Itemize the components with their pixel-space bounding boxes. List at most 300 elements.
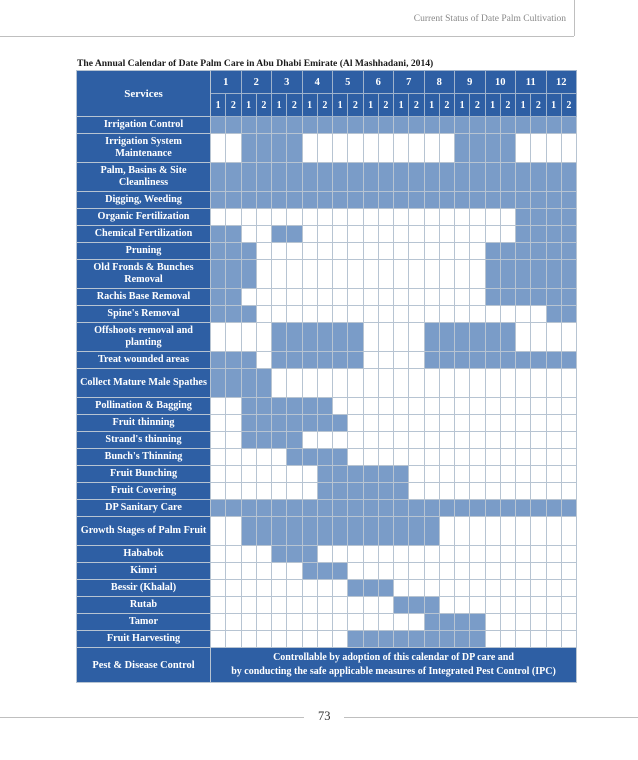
inactive-period-cell <box>516 306 531 323</box>
active-period-cell <box>287 517 302 546</box>
inactive-period-cell <box>455 226 470 243</box>
half-month-header: 1 <box>424 94 439 117</box>
service-label: Tamor <box>77 614 211 631</box>
active-period-cell <box>317 466 332 483</box>
inactive-period-cell <box>302 580 317 597</box>
inactive-period-cell <box>394 580 409 597</box>
active-period-cell <box>287 323 302 352</box>
inactive-period-cell <box>500 398 515 415</box>
inactive-period-cell <box>455 432 470 449</box>
inactive-period-cell <box>424 466 439 483</box>
inactive-period-cell <box>363 398 378 415</box>
active-period-cell <box>561 163 576 192</box>
active-period-cell <box>302 517 317 546</box>
inactive-period-cell <box>363 289 378 306</box>
half-month-header: 2 <box>378 94 393 117</box>
service-label: Irrigation Control <box>77 117 211 134</box>
active-period-cell <box>485 323 500 352</box>
inactive-period-cell <box>211 614 226 631</box>
inactive-period-cell <box>211 546 226 563</box>
active-period-cell <box>272 163 287 192</box>
active-period-cell <box>363 483 378 500</box>
inactive-period-cell <box>226 517 241 546</box>
active-period-cell <box>546 289 561 306</box>
inactive-period-cell <box>302 614 317 631</box>
inactive-period-cell <box>485 546 500 563</box>
inactive-period-cell <box>256 449 271 466</box>
active-period-cell <box>302 117 317 134</box>
active-period-cell <box>302 192 317 209</box>
inactive-period-cell <box>561 483 576 500</box>
service-label: Fruit thinning <box>77 415 211 432</box>
inactive-period-cell <box>256 466 271 483</box>
active-period-cell <box>561 117 576 134</box>
inactive-period-cell <box>470 209 485 226</box>
inactive-period-cell <box>516 483 531 500</box>
inactive-period-cell <box>531 517 546 546</box>
service-row <box>77 546 577 563</box>
inactive-period-cell <box>333 546 348 563</box>
active-period-cell <box>348 500 363 517</box>
inactive-period-cell <box>317 597 332 614</box>
inactive-period-cell <box>409 260 424 289</box>
active-period-cell <box>439 614 454 631</box>
inactive-period-cell <box>546 546 561 563</box>
active-period-cell <box>500 192 515 209</box>
half-month-header: 2 <box>348 94 363 117</box>
active-period-cell <box>241 352 256 369</box>
active-period-cell <box>500 323 515 352</box>
month-header: 5 <box>333 71 364 94</box>
active-period-cell <box>455 323 470 352</box>
active-period-cell <box>256 134 271 163</box>
inactive-period-cell <box>287 260 302 289</box>
active-period-cell <box>211 192 226 209</box>
active-period-cell <box>317 117 332 134</box>
active-period-cell <box>531 260 546 289</box>
active-period-cell <box>455 631 470 648</box>
header-vertical-rule <box>574 0 575 36</box>
service-row <box>77 117 577 134</box>
inactive-period-cell <box>226 580 241 597</box>
running-header: Current Status of Date Palm Cultivation <box>413 14 566 24</box>
inactive-period-cell <box>470 483 485 500</box>
inactive-period-cell <box>272 563 287 580</box>
inactive-period-cell <box>378 134 393 163</box>
inactive-period-cell <box>394 352 409 369</box>
active-period-cell <box>561 260 576 289</box>
active-period-cell <box>470 352 485 369</box>
inactive-period-cell <box>272 631 287 648</box>
inactive-period-cell <box>241 289 256 306</box>
active-period-cell <box>546 500 561 517</box>
inactive-period-cell <box>485 517 500 546</box>
inactive-period-cell <box>333 432 348 449</box>
inactive-period-cell <box>348 432 363 449</box>
active-period-cell <box>394 466 409 483</box>
inactive-period-cell <box>226 483 241 500</box>
inactive-period-cell <box>485 209 500 226</box>
inactive-period-cell <box>439 415 454 432</box>
inactive-period-cell <box>531 415 546 432</box>
inactive-period-cell <box>256 597 271 614</box>
active-period-cell <box>363 500 378 517</box>
active-period-cell <box>317 563 332 580</box>
inactive-period-cell <box>287 614 302 631</box>
inactive-period-cell <box>363 306 378 323</box>
active-period-cell <box>470 192 485 209</box>
inactive-period-cell <box>500 580 515 597</box>
active-period-cell <box>546 192 561 209</box>
active-period-cell <box>439 117 454 134</box>
active-period-cell <box>287 415 302 432</box>
inactive-period-cell <box>378 352 393 369</box>
inactive-period-cell <box>531 631 546 648</box>
inactive-period-cell <box>241 614 256 631</box>
service-row <box>77 192 577 209</box>
active-period-cell <box>211 226 226 243</box>
inactive-period-cell <box>546 323 561 352</box>
inactive-period-cell <box>348 597 363 614</box>
inactive-period-cell <box>226 546 241 563</box>
inactive-period-cell <box>348 398 363 415</box>
inactive-period-cell <box>302 243 317 260</box>
inactive-period-cell <box>211 415 226 432</box>
inactive-period-cell <box>394 614 409 631</box>
half-month-header: 2 <box>256 94 271 117</box>
inactive-period-cell <box>409 289 424 306</box>
active-period-cell <box>378 163 393 192</box>
inactive-period-cell <box>378 398 393 415</box>
inactive-period-cell <box>394 134 409 163</box>
inactive-period-cell <box>333 398 348 415</box>
active-period-cell <box>317 415 332 432</box>
inactive-period-cell <box>561 432 576 449</box>
active-period-cell <box>287 226 302 243</box>
inactive-period-cell <box>378 289 393 306</box>
inactive-period-cell <box>455 306 470 323</box>
inactive-period-cell <box>394 449 409 466</box>
month-header: 8 <box>424 71 455 94</box>
active-period-cell <box>211 352 226 369</box>
inactive-period-cell <box>211 580 226 597</box>
active-period-cell <box>500 260 515 289</box>
half-month-header: 1 <box>485 94 500 117</box>
active-period-cell <box>287 163 302 192</box>
active-period-cell <box>546 226 561 243</box>
active-period-cell <box>348 352 363 369</box>
inactive-period-cell <box>333 369 348 398</box>
inactive-period-cell <box>348 563 363 580</box>
active-period-cell <box>516 289 531 306</box>
half-month-header: 1 <box>455 94 470 117</box>
inactive-period-cell <box>531 369 546 398</box>
active-period-cell <box>272 323 287 352</box>
inactive-period-cell <box>531 563 546 580</box>
inactive-period-cell <box>470 449 485 466</box>
inactive-period-cell <box>272 369 287 398</box>
active-period-cell <box>531 209 546 226</box>
active-period-cell <box>272 192 287 209</box>
inactive-period-cell <box>272 580 287 597</box>
inactive-period-cell <box>256 614 271 631</box>
inactive-period-cell <box>226 415 241 432</box>
inactive-period-cell <box>302 631 317 648</box>
inactive-period-cell <box>500 614 515 631</box>
inactive-period-cell <box>439 398 454 415</box>
active-period-cell <box>409 597 424 614</box>
inactive-period-cell <box>485 415 500 432</box>
inactive-period-cell <box>363 209 378 226</box>
inactive-period-cell <box>256 483 271 500</box>
active-period-cell <box>516 163 531 192</box>
active-period-cell <box>241 243 256 260</box>
active-period-cell <box>455 614 470 631</box>
active-period-cell <box>485 117 500 134</box>
inactive-period-cell <box>333 631 348 648</box>
active-period-cell <box>272 546 287 563</box>
half-month-header: 2 <box>317 94 332 117</box>
month-header: 11 <box>516 71 547 94</box>
inactive-period-cell <box>439 517 454 546</box>
inactive-period-cell <box>348 260 363 289</box>
care-calendar-table <box>76 70 577 683</box>
inactive-period-cell <box>333 614 348 631</box>
inactive-period-cell <box>317 260 332 289</box>
active-period-cell <box>226 369 241 398</box>
inactive-period-cell <box>409 134 424 163</box>
active-period-cell <box>226 226 241 243</box>
active-period-cell <box>485 134 500 163</box>
inactive-period-cell <box>561 546 576 563</box>
half-month-header: 2 <box>226 94 241 117</box>
active-period-cell <box>302 500 317 517</box>
inactive-period-cell <box>455 369 470 398</box>
inactive-period-cell <box>256 546 271 563</box>
inactive-period-cell <box>241 546 256 563</box>
active-period-cell <box>546 306 561 323</box>
inactive-period-cell <box>470 289 485 306</box>
inactive-period-cell <box>455 289 470 306</box>
inactive-period-cell <box>363 614 378 631</box>
inactive-period-cell <box>500 415 515 432</box>
inactive-period-cell <box>485 483 500 500</box>
inactive-period-cell <box>546 631 561 648</box>
inactive-period-cell <box>333 134 348 163</box>
active-period-cell <box>363 192 378 209</box>
inactive-period-cell <box>424 580 439 597</box>
active-period-cell <box>333 517 348 546</box>
inactive-period-cell <box>333 243 348 260</box>
inactive-period-cell <box>363 449 378 466</box>
half-month-header: 1 <box>302 94 317 117</box>
inactive-period-cell <box>394 563 409 580</box>
inactive-period-cell <box>531 449 546 466</box>
inactive-period-cell <box>302 466 317 483</box>
inactive-period-cell <box>424 243 439 260</box>
inactive-period-cell <box>302 483 317 500</box>
inactive-period-cell <box>561 563 576 580</box>
service-label: Spine's Removal <box>77 306 211 323</box>
inactive-period-cell <box>272 289 287 306</box>
inactive-period-cell <box>378 597 393 614</box>
active-period-cell <box>500 352 515 369</box>
active-period-cell <box>500 134 515 163</box>
inactive-period-cell <box>211 517 226 546</box>
active-period-cell <box>409 192 424 209</box>
active-period-cell <box>287 449 302 466</box>
inactive-period-cell <box>211 432 226 449</box>
inactive-period-cell <box>378 432 393 449</box>
active-period-cell <box>287 117 302 134</box>
inactive-period-cell <box>500 432 515 449</box>
inactive-period-cell <box>272 306 287 323</box>
inactive-period-cell <box>470 306 485 323</box>
active-period-cell <box>363 466 378 483</box>
month-header: 3 <box>272 71 303 94</box>
active-period-cell <box>378 192 393 209</box>
inactive-period-cell <box>363 323 378 352</box>
inactive-period-cell <box>470 563 485 580</box>
inactive-period-cell <box>256 323 271 352</box>
inactive-period-cell <box>485 369 500 398</box>
active-period-cell <box>424 517 439 546</box>
half-month-header: 2 <box>500 94 515 117</box>
active-period-cell <box>256 192 271 209</box>
inactive-period-cell <box>409 398 424 415</box>
services-header: Services <box>77 71 211 117</box>
active-period-cell <box>409 163 424 192</box>
active-period-cell <box>302 352 317 369</box>
inactive-period-cell <box>241 449 256 466</box>
month-header: 4 <box>302 71 333 94</box>
inactive-period-cell <box>424 134 439 163</box>
inactive-period-cell <box>348 614 363 631</box>
inactive-period-cell <box>363 352 378 369</box>
active-period-cell <box>256 369 271 398</box>
active-period-cell <box>287 134 302 163</box>
active-period-cell <box>333 449 348 466</box>
active-period-cell <box>394 597 409 614</box>
active-period-cell <box>226 306 241 323</box>
inactive-period-cell <box>226 398 241 415</box>
active-period-cell <box>546 117 561 134</box>
inactive-period-cell <box>378 306 393 323</box>
inactive-period-cell <box>500 517 515 546</box>
active-period-cell <box>317 483 332 500</box>
inactive-period-cell <box>333 260 348 289</box>
active-period-cell <box>516 260 531 289</box>
inactive-period-cell <box>378 546 393 563</box>
active-period-cell <box>561 243 576 260</box>
pest-control-note <box>211 648 577 683</box>
active-period-cell <box>394 117 409 134</box>
inactive-period-cell <box>561 597 576 614</box>
inactive-period-cell <box>256 243 271 260</box>
active-period-cell <box>516 226 531 243</box>
inactive-period-cell <box>363 260 378 289</box>
inactive-period-cell <box>333 226 348 243</box>
half-month-header: 1 <box>516 94 531 117</box>
active-period-cell <box>256 398 271 415</box>
inactive-period-cell <box>516 369 531 398</box>
inactive-period-cell <box>439 260 454 289</box>
half-month-header: 1 <box>546 94 561 117</box>
active-period-cell <box>409 500 424 517</box>
active-period-cell <box>394 192 409 209</box>
inactive-period-cell <box>424 260 439 289</box>
active-period-cell <box>424 597 439 614</box>
active-period-cell <box>409 631 424 648</box>
inactive-period-cell <box>455 597 470 614</box>
inactive-period-cell <box>302 289 317 306</box>
active-period-cell <box>211 260 226 289</box>
service-row <box>77 289 577 306</box>
inactive-period-cell <box>226 323 241 352</box>
half-month-header: 2 <box>470 94 485 117</box>
inactive-period-cell <box>439 134 454 163</box>
inactive-period-cell <box>287 306 302 323</box>
inactive-period-cell <box>272 614 287 631</box>
inactive-period-cell <box>378 415 393 432</box>
inactive-period-cell <box>439 483 454 500</box>
inactive-period-cell <box>424 209 439 226</box>
inactive-period-cell <box>561 398 576 415</box>
active-period-cell <box>287 192 302 209</box>
active-period-cell <box>516 243 531 260</box>
active-period-cell <box>241 163 256 192</box>
inactive-period-cell <box>241 323 256 352</box>
active-period-cell <box>424 352 439 369</box>
inactive-period-cell <box>531 323 546 352</box>
inactive-period-cell <box>561 134 576 163</box>
inactive-period-cell <box>272 466 287 483</box>
active-period-cell <box>287 432 302 449</box>
inactive-period-cell <box>317 226 332 243</box>
active-period-cell <box>531 243 546 260</box>
active-period-cell <box>439 631 454 648</box>
inactive-period-cell <box>363 432 378 449</box>
inactive-period-cell <box>546 432 561 449</box>
inactive-period-cell <box>348 546 363 563</box>
inactive-period-cell <box>394 398 409 415</box>
inactive-period-cell <box>226 597 241 614</box>
active-period-cell <box>485 289 500 306</box>
inactive-period-cell <box>211 209 226 226</box>
active-period-cell <box>348 483 363 500</box>
inactive-period-cell <box>256 226 271 243</box>
active-period-cell <box>378 117 393 134</box>
inactive-period-cell <box>333 209 348 226</box>
inactive-period-cell <box>317 134 332 163</box>
active-period-cell <box>317 398 332 415</box>
inactive-period-cell <box>287 563 302 580</box>
active-period-cell <box>424 117 439 134</box>
inactive-period-cell <box>378 226 393 243</box>
inactive-period-cell <box>546 415 561 432</box>
inactive-period-cell <box>470 580 485 597</box>
inactive-period-cell <box>531 398 546 415</box>
inactive-period-cell <box>561 415 576 432</box>
inactive-period-cell <box>439 306 454 323</box>
inactive-period-cell <box>287 289 302 306</box>
inactive-period-cell <box>531 432 546 449</box>
inactive-period-cell <box>470 226 485 243</box>
active-period-cell <box>348 163 363 192</box>
active-period-cell <box>226 192 241 209</box>
pest-control-note-line2: by conducting the safe applicable measures of Integrated Pest Control (IPC) <box>231 666 556 677</box>
inactive-period-cell <box>317 546 332 563</box>
